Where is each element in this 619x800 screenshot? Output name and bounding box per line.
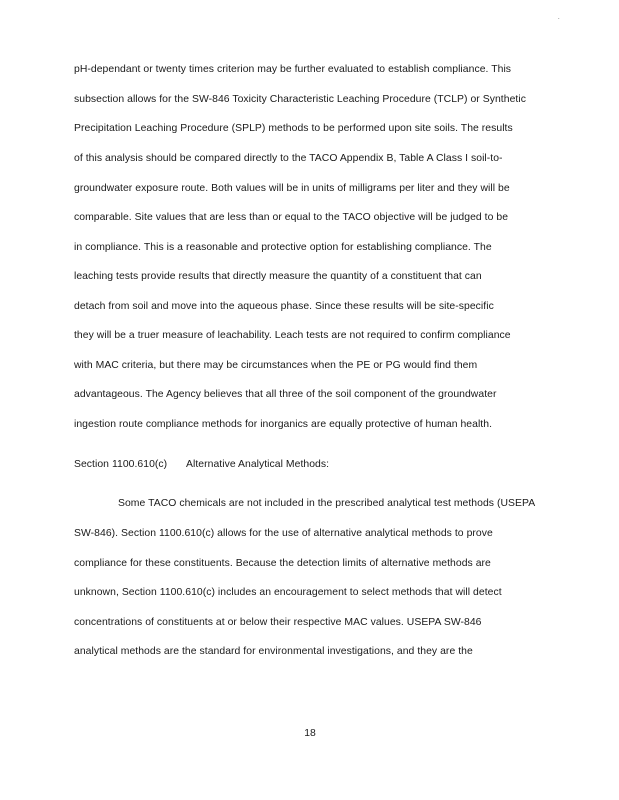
text-line: compliance for these constituents. Because the detection limits of alternative methods are (74, 558, 491, 569)
text-line: they will be a truer measure of leachability. Leach tests are not required to confirm compliance (74, 330, 511, 341)
section-number: Section 1100.610(c) (74, 459, 168, 470)
text-line: Some TACO chemicals are not included in the prescribed analytical test methods (USEPA (118, 498, 536, 509)
text-line: Precipitation Leaching Procedure (SPLP) methods to be performed upon site soils. The results (74, 123, 513, 134)
text-line: concentrations of constituents at or below their respective MAC values. USEPA SW-846 (74, 617, 482, 628)
text-line: leaching tests provide results that directly measure the quantity of a constituent that can (74, 271, 482, 282)
text-line: analytical methods are the standard for environmental investigations, and they are the (74, 646, 473, 657)
text-line: groundwater exposure route. Both values will be in units of milligrams per liter and they will be (74, 183, 510, 194)
text-line: with MAC criteria, but there may be circumstances when the PE or PG would find them (74, 360, 478, 371)
text-line: comparable. Site values that are less than or equal to the TACO objective will be judged to be (74, 212, 509, 223)
text-line: detach from soil and move into the aqueous phase. Since these results will be site-specific (74, 301, 494, 312)
text-line: ingestion route compliance methods for inorganics are equally protective of human health. (74, 419, 493, 430)
text-line: SW-846). Section 1100.610(c) allows for the use of alternative analytical methods to prove (74, 528, 493, 539)
corner-mark: . (558, 15, 560, 21)
page-number: 18 (304, 728, 316, 739)
text-line: of this analysis should be compared directly to the TACO Appendix B, Table A Class I soil-to- (74, 153, 503, 164)
text-line: subsection allows for the SW-846 Toxicity Characteristic Leaching Procedure (TCLP) or Synthetic (74, 94, 526, 105)
text-line: unknown, Section 1100.610(c) includes an encouragement to select methods that will detect (74, 587, 502, 598)
text-line: in compliance. This is a reasonable and protective option for establishing compliance. The (74, 242, 492, 253)
section-title: Alternative Analytical Methods: (186, 459, 330, 470)
text-line: advantageous. The Agency believes that all three of the soil component of the groundwater (74, 389, 497, 400)
text-line: pH-dependant or twenty times criterion may be further evaluated to establish compliance. This (74, 64, 512, 75)
